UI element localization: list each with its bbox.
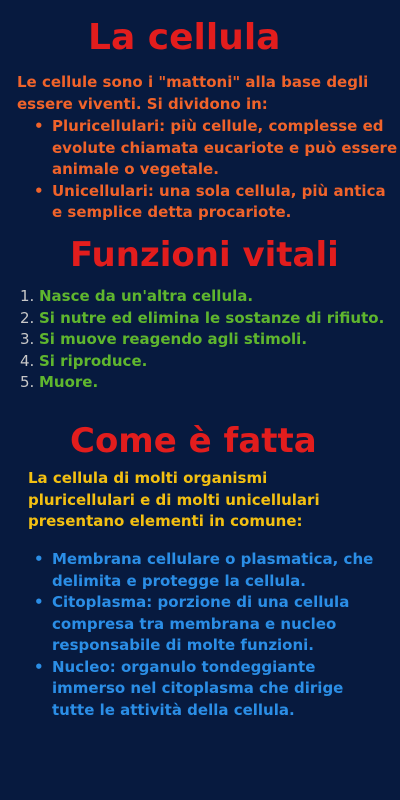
list-item xyxy=(20,372,390,394)
list-item: • Nucleo: organulo tondeggiante immerso nel citoplasma che dirige tutte le attività della cellula. xyxy=(34,657,374,722)
list-item: • Unicellulari: una sola cellula, più antica e semplice detta procariote. xyxy=(30,181,400,224)
list-item-number: 3. xyxy=(20,330,35,348)
list-item-text: Si muove reagendo agli stimoli. xyxy=(39,330,308,348)
list-item: • Pluricellulari: più cellule, complesse ed evolute chiamata eucariote e può essere animale o vegetale. xyxy=(30,116,400,181)
section-intro-come-e-fatta: La cellula di molti organismi pluricellulari e di molti unicellulari presentano elementi in comune: xyxy=(28,469,320,530)
list-item-text: Si riproduce. xyxy=(39,351,148,370)
section-title-la-cellula: La cellula xyxy=(88,17,281,58)
list-item-text: Si nutre ed elimina le sostanze di rifiuto. xyxy=(39,308,385,327)
list-item-number: 2. xyxy=(20,308,35,327)
list-item xyxy=(20,286,390,308)
list-item xyxy=(20,351,390,373)
cell-components-list xyxy=(34,549,374,721)
section-title-funzioni-vitali: Funzioni vitali xyxy=(70,235,339,275)
list-item-text: Muore. xyxy=(39,373,99,391)
section-intro-la-cellula: Le cellule sono i "mattoni" alla base degli essere viventi. Si dividono in: xyxy=(17,73,369,113)
list-item xyxy=(20,308,390,330)
vital-functions-list xyxy=(20,286,390,394)
cell-types-list xyxy=(30,116,400,224)
list-item-number: 5. xyxy=(20,373,35,391)
list-item xyxy=(20,329,390,351)
list-item-number: 1. xyxy=(20,287,35,305)
list-item-text: Nasce da un'altra cellula. xyxy=(39,287,254,305)
list-item: • Citoplasma: porzione di una cellula compresa tra membrana e nucleo responsabile di molte funzioni. xyxy=(34,592,374,657)
list-item-number: 4. xyxy=(20,351,35,370)
list-item: • Membrana cellulare o plasmatica, che delimita e protegge la cellula. xyxy=(34,549,374,592)
section-title-come-e-fatta: Come è fatta xyxy=(70,421,317,461)
